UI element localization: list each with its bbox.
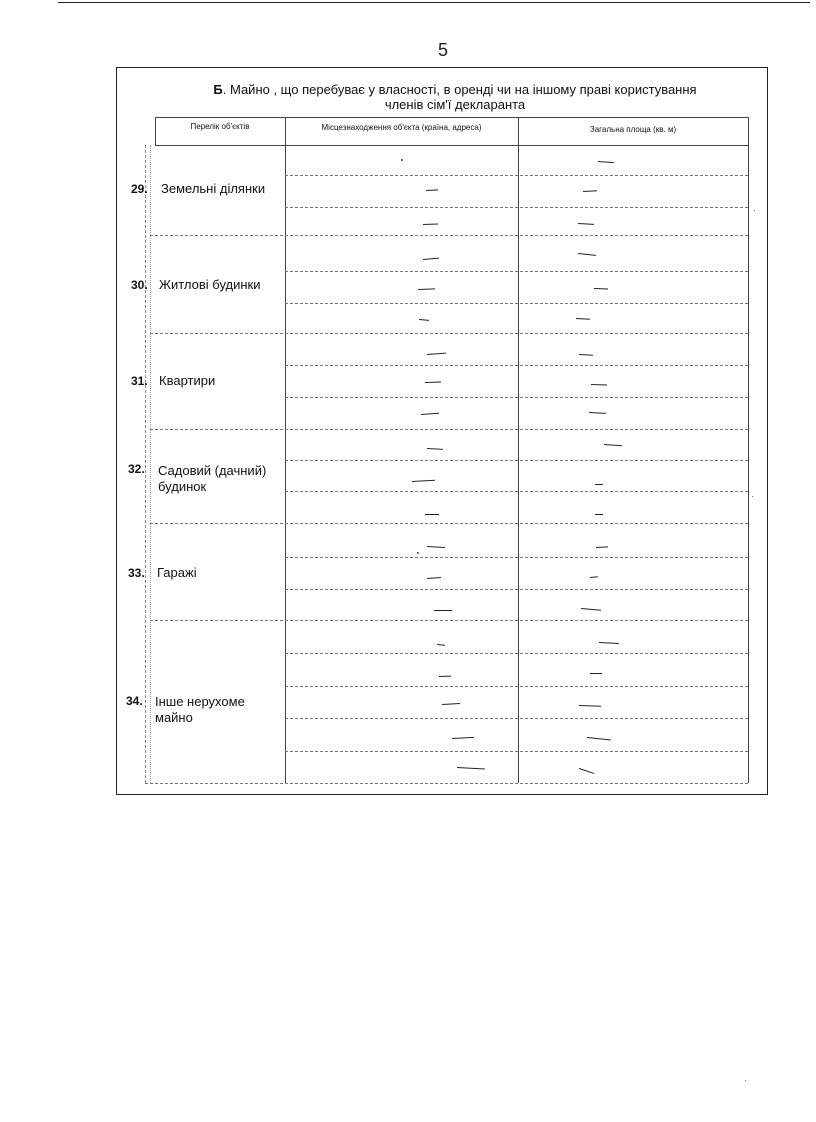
group-separator xyxy=(150,235,748,236)
dash-mark xyxy=(434,610,452,611)
table-right-border xyxy=(748,117,749,783)
subrow-line xyxy=(285,365,748,366)
row-label-houses: Житлові будинки xyxy=(159,277,261,292)
stray-mark xyxy=(417,552,419,554)
table-bottom-border xyxy=(145,783,748,784)
subrow-line xyxy=(285,653,748,654)
group-separator xyxy=(150,429,748,430)
group-separator xyxy=(150,523,748,524)
stray-mark xyxy=(745,1080,746,1081)
subrow-line xyxy=(285,751,748,752)
subrow-line xyxy=(285,303,748,304)
header-objects: Перелік об'єктів xyxy=(190,122,250,131)
row-number: 29. xyxy=(131,182,148,196)
page-top-rule xyxy=(58,2,810,3)
dash-mark xyxy=(595,514,603,515)
header-bottom-border xyxy=(155,145,748,146)
col-divider-2 xyxy=(518,117,519,783)
dash-mark xyxy=(595,484,603,485)
group-separator xyxy=(150,620,748,621)
row-label-other-property: Інше нерухоме майно xyxy=(155,694,245,725)
subrow-line xyxy=(285,271,748,272)
subrow-line xyxy=(285,397,748,398)
col-divider-1 xyxy=(285,117,286,783)
subrow-line xyxy=(285,718,748,719)
stray-mark xyxy=(401,159,403,161)
dash-mark xyxy=(590,673,602,674)
dash-mark xyxy=(425,514,439,515)
row-number: 30. xyxy=(131,278,148,292)
header-location: Місцезнаходження об'єкта (країна, адреса) xyxy=(321,123,482,132)
subrow-line xyxy=(285,557,748,558)
subrow-line xyxy=(285,589,748,590)
table-top-border xyxy=(155,117,748,118)
row-label-garages: Гаражі xyxy=(157,565,197,580)
objects-left-border xyxy=(150,145,151,783)
section-title-line2: членів сім'ї декларанта xyxy=(384,97,526,112)
row-number: 34. xyxy=(126,694,143,708)
row-label-land: Земельні ділянки xyxy=(161,181,266,196)
subrow-line xyxy=(285,491,748,492)
stray-mark xyxy=(754,210,755,211)
section-letter: Б xyxy=(213,82,223,97)
row-number: 31. xyxy=(131,374,148,388)
subrow-line xyxy=(285,175,748,176)
numbers-left-guide xyxy=(145,145,146,783)
section-title-line1: . Майно , що перебуває у власності, в оренді чи на іншому праві користування xyxy=(222,82,697,97)
header-area: Загальна площа (кв. м) xyxy=(589,125,677,134)
subrow-line xyxy=(285,207,748,208)
property-table xyxy=(145,117,748,783)
section-title xyxy=(200,82,710,112)
row-label-apartments: Квартири xyxy=(159,373,216,388)
row-number: 32. xyxy=(128,462,145,476)
group-separator xyxy=(150,333,748,334)
page-number: 5 xyxy=(438,40,449,60)
row-number: 33. xyxy=(128,566,145,580)
subrow-line xyxy=(285,460,748,461)
stray-mark xyxy=(752,496,753,497)
row-label-garden-house: Садовий (дачний) будинок xyxy=(158,463,267,494)
subrow-line xyxy=(285,686,748,687)
